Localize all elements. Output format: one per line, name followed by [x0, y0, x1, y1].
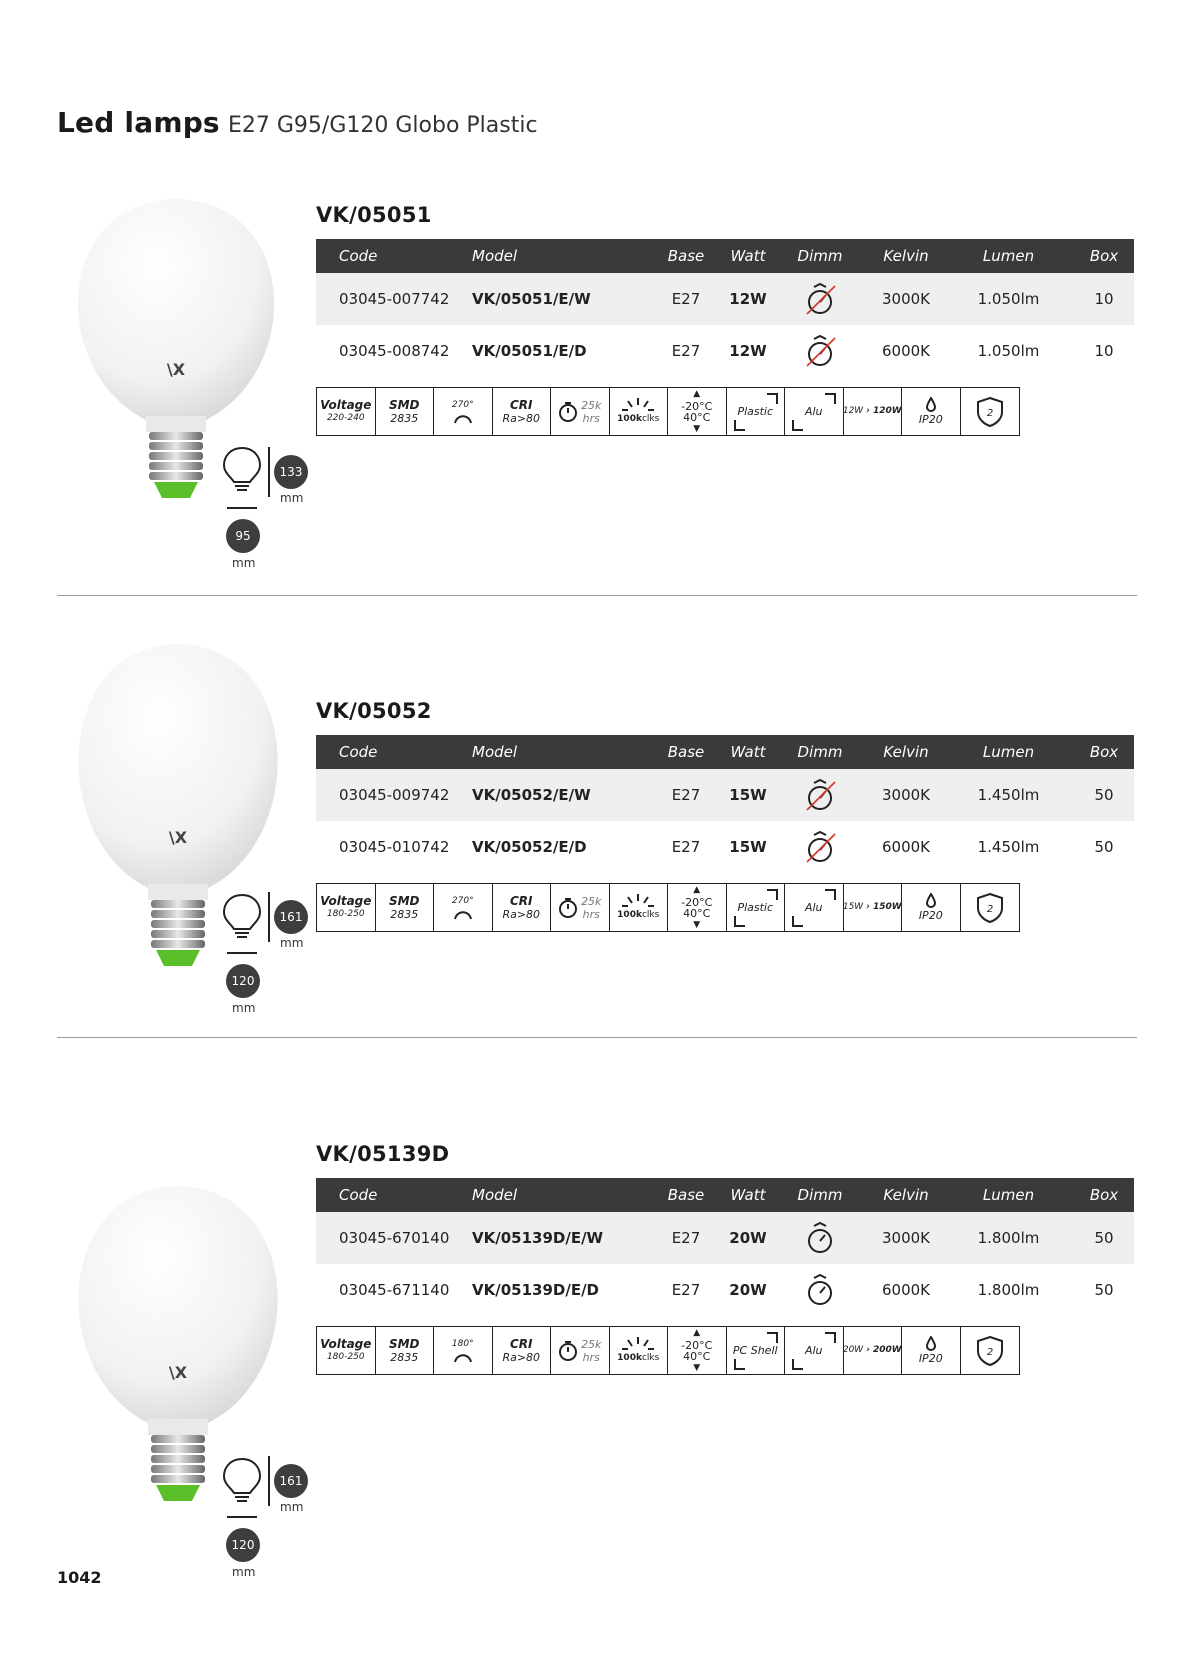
heatsink-alu-icon: Alu — [785, 884, 844, 931]
ip-rating-icon: IP20 — [902, 388, 961, 435]
section-divider — [57, 1037, 1137, 1038]
switch-cycles-icon: 100kclks — [610, 388, 669, 435]
dimmable-icon — [803, 1221, 837, 1255]
safety-class-icon — [961, 388, 1020, 435]
temperature-range-icon: ▲ -20°C 40°C ▼ — [668, 884, 727, 931]
base-cell: E27 — [671, 786, 701, 804]
feature-icon-strip — [316, 1326, 1020, 1375]
lumen-cell: 1.800lm — [977, 1281, 1040, 1299]
temperature-range-icon: ▲ -20°C 40°C ▼ — [668, 1327, 727, 1374]
kelvin-cell: 6000K — [881, 342, 930, 360]
lifetime-icon: 25k hrs — [551, 1327, 610, 1374]
code-cell: 03045-671140 — [339, 1281, 450, 1299]
diameter-unit: mm — [232, 1565, 256, 1579]
cri-icon: CRI Ra>80 — [493, 1327, 552, 1374]
diameter-badge: 120 — [226, 1528, 260, 1562]
non-dimmable-icon — [803, 334, 837, 368]
model-title: VK/05051 — [316, 203, 432, 227]
lumen-cell: 1.050lm — [977, 290, 1040, 308]
safety-class-icon — [961, 884, 1020, 931]
bulb-outline-icon — [222, 1457, 262, 1505]
model-cell: VK/05139D/E/D — [472, 1281, 600, 1299]
dimm-cell — [790, 769, 850, 821]
table-header: Code Model Base Watt Dimm Kelvin Lumen Box — [316, 735, 1134, 769]
smd-icon: SMD 2835 — [376, 884, 435, 931]
watt-cell: 15W — [729, 786, 767, 804]
svg-text:\X: \X — [168, 828, 188, 847]
base-cell: E27 — [671, 1229, 701, 1247]
box-cell: 50 — [1094, 786, 1114, 804]
page-title: Led lamps — [57, 106, 220, 139]
svg-text:\X: \X — [166, 360, 186, 379]
spec-table — [316, 735, 1134, 873]
table-row — [316, 1264, 1134, 1316]
base-cell: E27 — [671, 290, 701, 308]
height-badge: 133 — [274, 455, 308, 489]
model-title: VK/05139D — [316, 1142, 450, 1166]
bulb-outline-icon — [222, 893, 262, 941]
bulb-image — [52, 1180, 304, 1508]
bulb-outline-icon — [222, 446, 262, 494]
model-cell: VK/05051/E/W — [472, 290, 591, 308]
kelvin-cell: 3000K — [881, 1229, 930, 1247]
non-dimmable-icon — [803, 778, 837, 812]
box-cell: 50 — [1094, 1281, 1114, 1299]
feature-icon-strip — [316, 387, 1020, 436]
page-number: 1042 — [57, 1568, 102, 1587]
height-badge: 161 — [274, 1464, 308, 1498]
bulb-image — [52, 193, 300, 505]
beam-angle-icon: 180° — [434, 1327, 493, 1374]
equivalent-watt-icon: 15W › 150W — [844, 884, 903, 931]
code-cell: 03045-008742 — [339, 342, 450, 360]
lumen-cell: 1.450lm — [977, 838, 1040, 856]
model-cell: VK/05139D/E/W — [472, 1229, 604, 1247]
diameter-unit: mm — [232, 1001, 256, 1015]
height-badge: 161 — [274, 900, 308, 934]
equivalent-watt-icon: 20W › 200W — [844, 1327, 903, 1374]
watt-cell: 12W — [729, 290, 767, 308]
table-row — [316, 769, 1134, 821]
box-cell: 50 — [1094, 838, 1114, 856]
watt-cell: 12W — [729, 342, 767, 360]
height-unit: mm — [280, 1500, 304, 1514]
table-row — [316, 821, 1134, 873]
non-dimmable-icon — [803, 830, 837, 864]
diameter-badge: 95 — [226, 519, 260, 553]
watt-cell: 15W — [729, 838, 767, 856]
lumen-cell: 1.800lm — [977, 1229, 1040, 1247]
lumen-cell: 1.050lm — [977, 342, 1040, 360]
equivalent-watt-icon: 12W › 120W — [844, 388, 903, 435]
spec-table — [316, 239, 1134, 377]
switch-cycles-icon: 100kclks — [610, 884, 669, 931]
safety-class-icon — [961, 1327, 1020, 1374]
height-unit: mm — [280, 936, 304, 950]
switch-cycles-icon: 100kclks — [610, 1327, 669, 1374]
kelvin-cell: 3000K — [881, 290, 930, 308]
heatsink-alu-icon: Alu — [785, 388, 844, 435]
smd-icon: SMD 2835 — [376, 1327, 435, 1374]
kelvin-cell: 3000K — [881, 786, 930, 804]
voltage-icon: Voltage 180-250 — [317, 1327, 376, 1374]
box-cell: 10 — [1094, 342, 1114, 360]
model-title: VK/05052 — [316, 699, 432, 723]
model-cell: VK/05052/E/D — [472, 838, 587, 856]
base-cell: E27 — [671, 838, 701, 856]
height-unit: mm — [280, 491, 304, 505]
code-cell: 03045-010742 — [339, 838, 450, 856]
non-dimmable-icon — [803, 282, 837, 316]
svg-text:2: 2 — [986, 407, 993, 419]
lifetime-icon: 25k hrs — [551, 388, 610, 435]
table-header: Code Model Base Watt Dimm Kelvin Lumen Box — [316, 1178, 1134, 1212]
dimm-cell — [790, 273, 850, 325]
kelvin-cell: 6000K — [881, 1281, 930, 1299]
smd-icon: SMD 2835 — [376, 388, 435, 435]
ip-rating-icon: IP20 — [902, 1327, 961, 1374]
lumen-cell: 1.450lm — [977, 786, 1040, 804]
watt-cell: 20W — [729, 1229, 767, 1247]
base-cell: E27 — [671, 1281, 701, 1299]
beam-angle-icon: 270° — [434, 388, 493, 435]
material-icon: Plastic — [727, 884, 786, 931]
dimm-cell — [790, 1264, 850, 1316]
svg-text:2: 2 — [986, 1346, 993, 1358]
temperature-range-icon: ▲ -20°C 40°C ▼ — [668, 388, 727, 435]
dimm-cell — [790, 325, 850, 377]
feature-icon-strip — [316, 883, 1020, 932]
diameter-unit: mm — [232, 556, 256, 570]
beam-angle-icon: 270° — [434, 884, 493, 931]
cri-icon: CRI Ra>80 — [493, 884, 552, 931]
table-row — [316, 1212, 1134, 1264]
page-subtitle: E27 G95/G120 Globo Plastic — [228, 113, 538, 138]
kelvin-cell: 6000K — [881, 838, 930, 856]
spec-table — [316, 1178, 1134, 1316]
dimm-cell — [790, 821, 850, 873]
diameter-badge: 120 — [226, 964, 260, 998]
bulb-image — [52, 638, 304, 973]
heatsink-alu-icon: Alu — [785, 1327, 844, 1374]
model-cell: VK/05052/E/W — [472, 786, 591, 804]
code-cell: 03045-670140 — [339, 1229, 450, 1247]
model-cell: VK/05051/E/D — [472, 342, 587, 360]
table-row — [316, 325, 1134, 377]
box-cell: 50 — [1094, 1229, 1114, 1247]
code-cell: 03045-009742 — [339, 786, 450, 804]
table-row — [316, 273, 1134, 325]
cri-icon: CRI Ra>80 — [493, 388, 552, 435]
section-divider — [57, 595, 1137, 596]
material-icon: Plastic — [727, 388, 786, 435]
box-cell: 10 — [1094, 290, 1114, 308]
svg-text:2: 2 — [986, 903, 993, 915]
table-header: Code Model Base Watt Dimm Kelvin Lumen Box — [316, 239, 1134, 273]
base-cell: E27 — [671, 342, 701, 360]
ip-rating-icon: IP20 — [902, 884, 961, 931]
code-cell: 03045-007742 — [339, 290, 450, 308]
voltage-icon: Voltage 180-250 — [317, 884, 376, 931]
svg-text:\X: \X — [168, 1363, 188, 1382]
material-icon: PC Shell — [727, 1327, 786, 1374]
watt-cell: 20W — [729, 1281, 767, 1299]
dimmable-icon — [803, 1273, 837, 1307]
lifetime-icon: 25k hrs — [551, 884, 610, 931]
voltage-icon: Voltage 220-240 — [317, 388, 376, 435]
dimm-cell — [790, 1212, 850, 1264]
